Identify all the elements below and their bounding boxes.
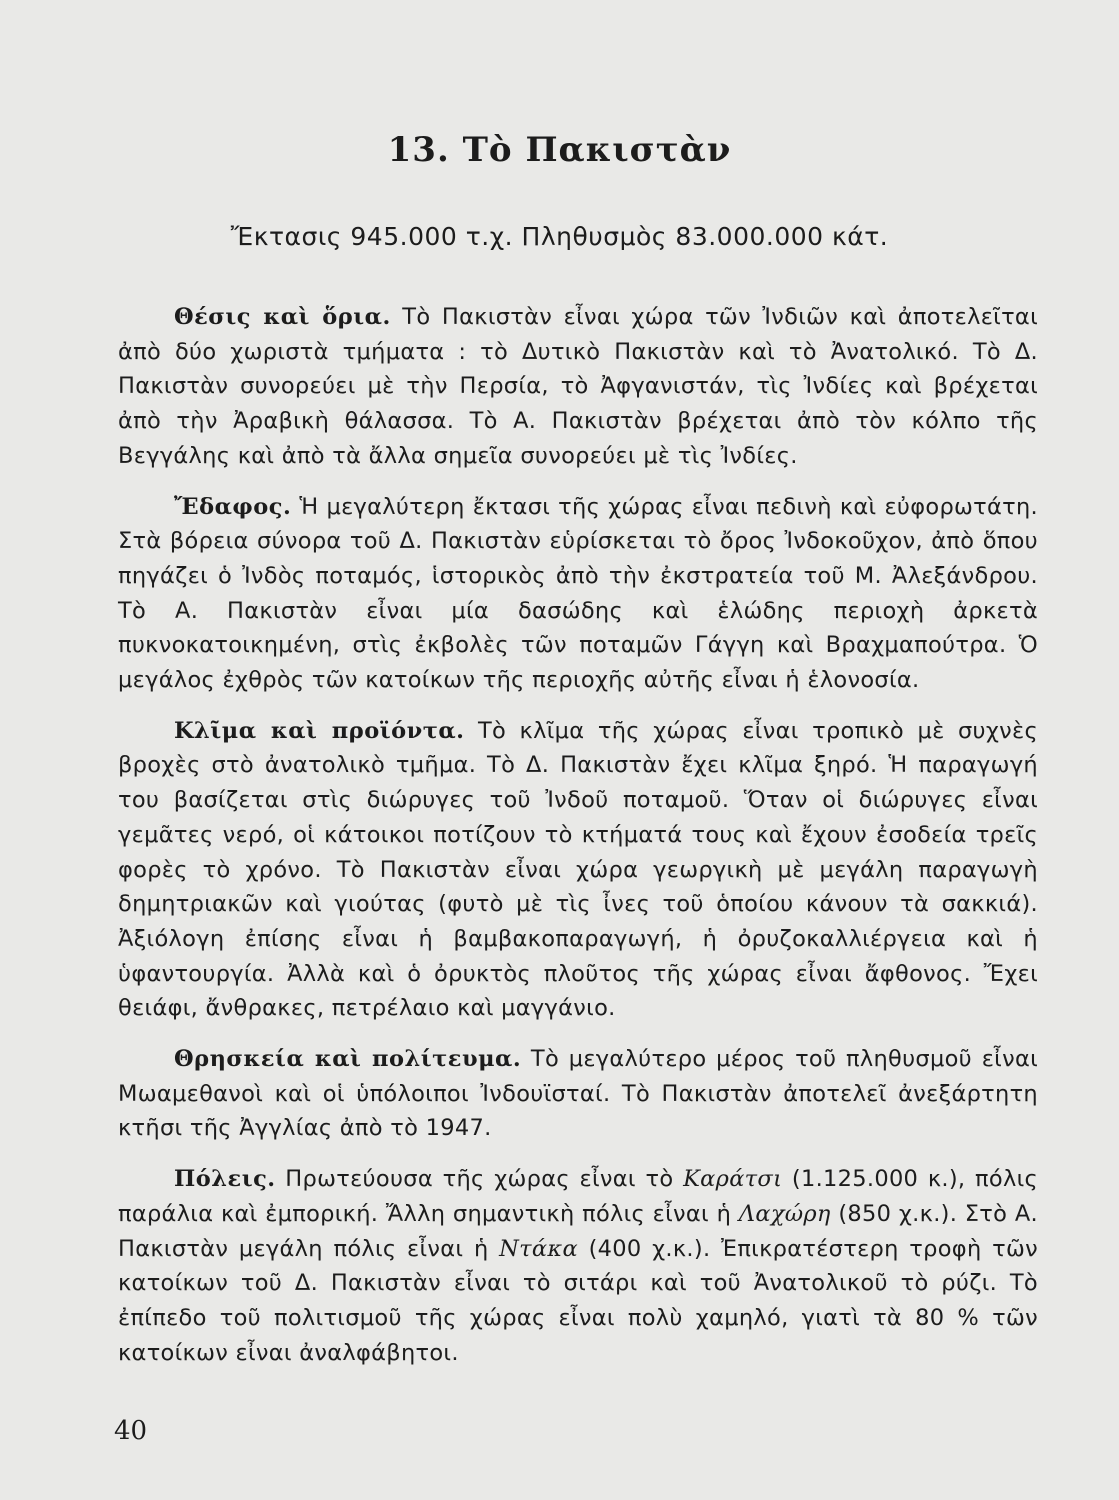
paragraph-text: (1.125.000 κ.), πόλις παράλια καὶ ἐμπορική. Ἄλλη σημαντικὴ πόλις εἶναι ἡ: [118, 1166, 1038, 1227]
paragraph-text: Τὸ μεγαλύτερο μέρος τοῦ πληθυσμοῦ εἶναι Μωαμεθανοὶ καὶ οἱ ὑπόλοιποι Ἰνδουϊσταί. Τὸ Πακιστὰν ἀποτελεῖ ἀνεξάρτητη κτῆσι τῆς Ἀγγλίας ἀπὸ τὸ 1947.: [118, 1046, 1038, 1142]
section-heading: Κλῖμα καὶ προϊόντα.: [174, 717, 465, 744]
paragraph-cities: [118, 1162, 1038, 1370]
paragraph-text: Τὸ κλῖμα τῆς χώρας εἶναι τροπικὸ μὲ συχνὲς βροχὲς στὸ ἀνατολικὸ τμῆμα. Τὸ Δ. Πακιστὰν ἔχει κλῖμα ξηρό. Ἡ παραγωγή του βασίζεται στὶς διώρυγες τοῦ Ἰνδοῦ ποταμοῦ. Ὅταν οἱ διώρυγες εἶναι γεμᾶτες νερό, οἱ κάτοικοι ποτίζουν τὸ κτήματά τους καὶ ἔχουν ἐσοδεία τρεῖς φορὲς τὸ χρόνο. Τὸ Πακιστὰν εἶναι χώρα γεωργικὴ μὲ μεγάλη παραγωγὴ δημητριακῶν καὶ γιούτας (φυτὸ μὲ τὶς ἶνες τοῦ ὁποίου κάνουν τὰ σακκιά). Ἀξιόλογη ἐπίσης εἶναι ἡ βαμβακοπαραγωγή, ἡ ὀρυζοκαλλιέργεια καὶ ἡ ὑφαντουργία. Ἀλλὰ καὶ ὁ ὀρυκτὸς πλοῦτος τῆς χώρας εἶναι ἄφθονος. Ἔχει θειάφι, ἄνθρακες, πετρέλαιο καὶ μαγγάνιο.: [118, 717, 1039, 1022]
paragraph-text: Ἡ μεγαλύτερη ἔκτασι τῆς χώρας εἶναι πεδινὴ καὶ εὐφορωτάτη. Στὰ βόρεια σύνορα τοῦ Δ. Πακιστὰν εὑρίσκεται τὸ ὄρος Ἰνδοκοῦχον, ἀπὸ ὅπου πηγάζει ὁ Ἰνδὸς ποταμός, ἱστορικὸς ἀπὸ τὴν ἐκστρατεία τοῦ Μ. Ἀλεξάνδρου. Τὸ Α. Πακιστὰν εἶναι μία δασώδης καὶ ἑλώδης περιοχὴ ἀρκετὰ πυκνοκατοικημένη, στὶς ἐκβολὲς τῶν ποταμῶν Γάγγη καὶ Βραχμαπούτρα. Ὁ μεγάλος ἐχθρὸς τῶν κατοίκων τῆς περιοχῆς αὐτῆς εἶναι ἡ ἑλονοσία.: [118, 493, 1038, 694]
paragraph-text: Τὸ Πακιστὰν εἶναι χώρα τῶν Ἰνδιῶν καὶ ἀποτελεῖται ἀπὸ δύο χωριστὰ τμήματα : τὸ Δυτικὸ Πακιστὰν καὶ τὸ Ἀνατολικό. Τὸ Δ. Πακιστὰν συνορεύει μὲ τὴν Περσία, τὸ Ἀφγανιστάν, τὶς Ἰνδίες καὶ βρέχεται ἀπὸ τὴν Ἀραβικὴ θάλασσα. Τὸ Α. Πακιστὰν βρέχεται ἀπὸ τὸν κόλπο τῆς Βεγγάλης καὶ ἀπὸ τὰ ἄλλα σημεῖα συνορεύει μὲ τὶς Ἰνδίες.: [118, 304, 1038, 469]
paragraph-location: [118, 300, 1038, 474]
city-name: Καράτσι: [683, 1166, 783, 1193]
paragraph-text: (400 χ.κ.). Ἐπικρατέστερη τροφὴ τῶν κατοίκων τοῦ Δ. Πακιστὰν εἶναι τὸ σιτάρι καὶ τοῦ Ἀνατολικοῦ τὸ ρύζι. Τὸ ἐπίπεδο τοῦ πολιτισμοῦ τῆς χώρας εἶναι πολὺ χαμηλό, γιατὶ τὰ 80 % τῶν κατοίκων εἶναι ἀναλφάβητοι.: [118, 1235, 1038, 1366]
section-heading: Θρησκεία καὶ πολίτευμα.: [174, 1046, 522, 1073]
area-population-line: Ἔκτασις 945.000 τ.χ. Πληθυσμὸς 83.000.000 κάτ.: [230, 222, 889, 251]
section-heading: Θέσις καὶ ὅρια.: [174, 304, 391, 330]
paragraph-text: (850 χ.κ.). Στὸ Α. Πακιστὰν μεγάλη πόλις εἶναι ἡ: [118, 1200, 1038, 1262]
section-heading: Πόλεις.: [174, 1166, 276, 1193]
paragraph-climate: [118, 714, 1038, 1026]
chapter-title: 13. Τὸ Πακιστὰν: [387, 130, 732, 170]
chapter-body: [118, 300, 1038, 1386]
paragraph-text: Πρωτεύουσα τῆς χώρας εἶναι τὸ: [275, 1166, 684, 1193]
city-name: Ντάκα: [499, 1235, 578, 1262]
paragraph-terrain: [118, 490, 1038, 698]
section-heading: Ἔδαφος.: [174, 493, 292, 520]
city-name: Λαχώρη: [738, 1200, 831, 1227]
page-number: 40: [114, 1416, 148, 1446]
paragraph-religion: [118, 1042, 1038, 1146]
